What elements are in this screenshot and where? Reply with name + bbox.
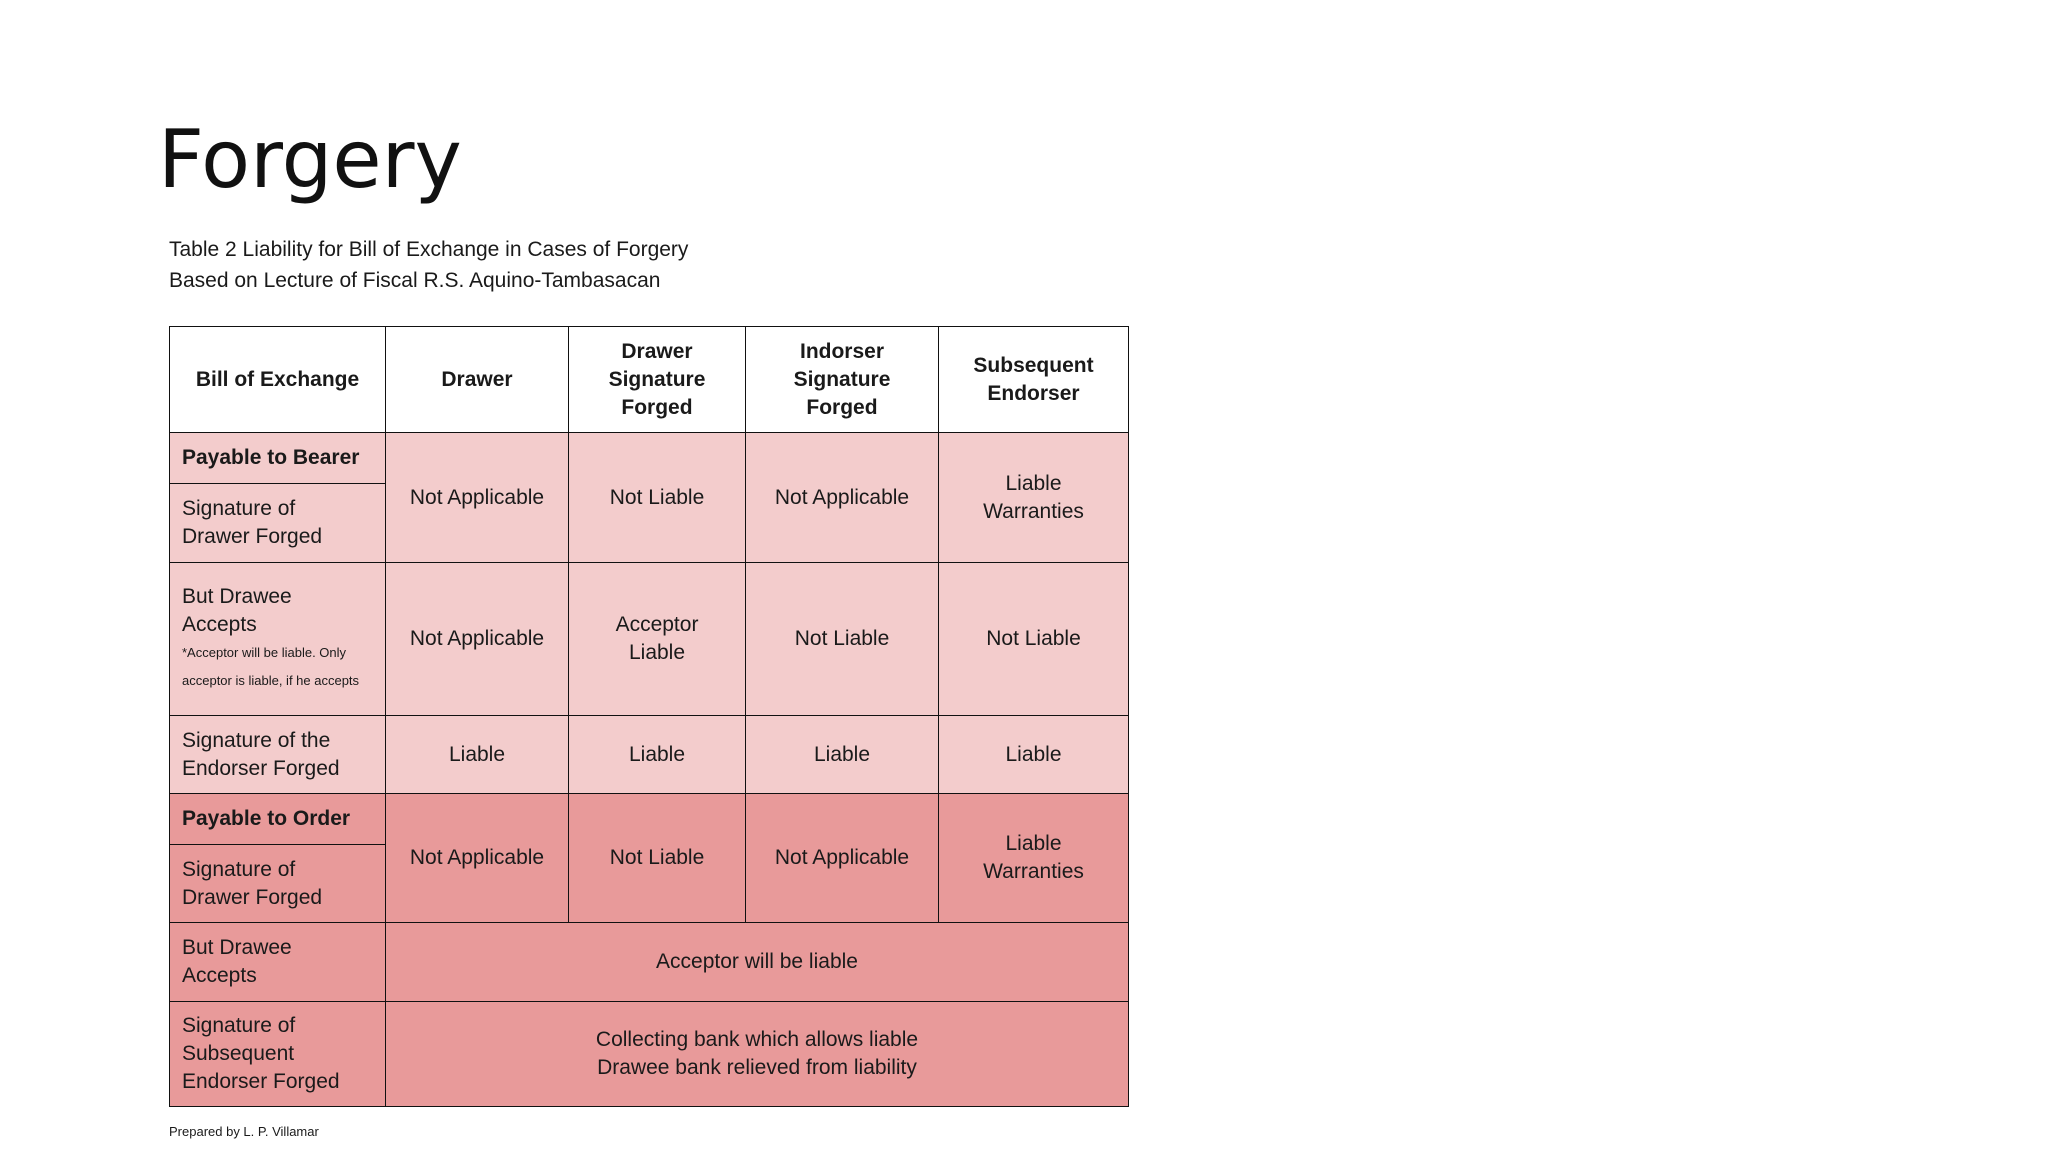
cell-text-line: Collecting bank which allows liable	[595, 1028, 919, 1051]
bearer-drawee-accepts-subsequent: Not Liable	[939, 563, 1129, 716]
header-text-line: Forged	[621, 395, 693, 419]
section-payable-to-bearer: Payable to Bearer	[170, 433, 386, 484]
acceptor-note-line-1: *Acceptor will be liable. Only	[182, 645, 347, 660]
header-text-line: Indorser	[799, 339, 885, 363]
order-drawer-forged-indorser-sig: Not Applicable	[746, 794, 939, 923]
table-row	[170, 433, 1129, 484]
cell-text-line: But Drawee	[182, 585, 292, 608]
header-bill-of-exchange: Bill of Exchange	[170, 327, 386, 433]
order-drawer-forged-drawer: Not Applicable	[386, 794, 569, 923]
table-row	[170, 923, 1129, 1002]
header-text-line: Signature	[793, 367, 891, 391]
table-header-row	[170, 327, 1129, 433]
cell-text-line: Warranties	[983, 860, 1084, 883]
bearer-endorser-forged-drawer-sig: Liable	[569, 716, 746, 794]
bearer-endorser-forged-indorser-sig: Liable	[746, 716, 939, 794]
row-label-order-but-drawee-accepts	[170, 923, 386, 1002]
cell-text-line: Liable	[1005, 832, 1062, 855]
cell-text-line: Warranties	[983, 499, 1084, 523]
cell-text-line: Endorser Forged	[182, 756, 340, 780]
bearer-drawer-forged-subsequent	[939, 433, 1129, 563]
header-text-line: Signature	[608, 367, 706, 391]
header-indorser-signature-forged	[746, 327, 939, 433]
row-label-signature-of-drawer-forged	[170, 484, 386, 563]
bearer-drawer-forged-drawer-sig: Not Liable	[569, 433, 746, 563]
cell-text-line: Drawee bank relieved from liability	[597, 1056, 917, 1079]
bearer-drawee-accepts-indorser-sig: Not Liable	[746, 563, 939, 716]
row-label-but-drawee-accepts	[170, 563, 386, 716]
cell-text-line: Drawer Forged	[182, 885, 323, 909]
cell-text-line: Signature of	[182, 857, 296, 881]
cell-text-line: Signature of the	[182, 728, 331, 752]
cell-text-line: Signature of	[182, 1014, 296, 1037]
cell-text-line: Subsequent	[182, 1042, 295, 1065]
order-drawer-forged-drawer-sig: Not Liable	[569, 794, 746, 923]
table-row	[170, 1002, 1129, 1107]
header-drawer: Drawer	[386, 327, 569, 433]
table-caption	[169, 234, 688, 296]
section-payable-to-order: Payable to Order	[170, 794, 386, 845]
row-label-signature-of-subsequent-endorser-forged	[170, 1002, 386, 1107]
prepared-by-footer: Prepared by L. P. Villamar	[169, 1124, 319, 1139]
cell-text-line: Signature of	[182, 497, 296, 520]
order-acceptor-will-be-liable: Acceptor will be liable	[386, 923, 1129, 1002]
bearer-drawee-accepts-drawer: Not Applicable	[386, 563, 569, 716]
row-label-order-signature-of-drawer-forged	[170, 845, 386, 923]
cell-text-line: Endorser Forged	[182, 1070, 340, 1093]
order-drawer-forged-subsequent	[939, 794, 1129, 923]
order-collecting-bank-liable	[386, 1002, 1129, 1107]
bearer-drawer-forged-indorser-sig: Not Applicable	[746, 433, 939, 563]
header-subsequent-endorser	[939, 327, 1129, 433]
acceptor-note-line-2: acceptor is liable, if he accepts	[182, 673, 360, 688]
header-text-line: Drawer	[621, 339, 693, 363]
forgery-liability-table	[169, 326, 1129, 1107]
slide-title: Forgery	[158, 113, 462, 206]
bearer-drawee-accepts-drawer-sig	[569, 563, 746, 716]
header-text-line: Forged	[806, 395, 878, 419]
table-row	[170, 716, 1129, 794]
table-row	[170, 563, 1129, 716]
header-text-line: Subsequent	[973, 353, 1094, 377]
header-text-line: Endorser	[987, 381, 1080, 405]
bearer-endorser-forged-subsequent: Liable	[939, 716, 1129, 794]
row-label-signature-of-endorser-forged	[170, 716, 386, 794]
bearer-drawer-forged-drawer: Not Applicable	[386, 433, 569, 563]
table-row	[170, 794, 1129, 845]
cell-text-line: Acceptor	[615, 613, 699, 636]
cell-text-line: Accepts	[182, 964, 257, 987]
caption-line-1: Table 2 Liability for Bill of Exchange in Cases of Forgery	[169, 238, 689, 261]
cell-text-line: Liable	[628, 641, 686, 664]
header-drawer-signature-forged	[569, 327, 746, 433]
caption-line-2: Based on Lecture of Fiscal R.S. Aquino-Tambasacan	[169, 269, 661, 292]
cell-text-line: Accepts	[182, 613, 257, 636]
cell-text-line: Liable	[1005, 471, 1062, 495]
bearer-endorser-forged-drawer: Liable	[386, 716, 569, 794]
cell-text-line: But Drawee	[182, 936, 292, 959]
cell-text-line: Drawer Forged	[182, 525, 323, 548]
